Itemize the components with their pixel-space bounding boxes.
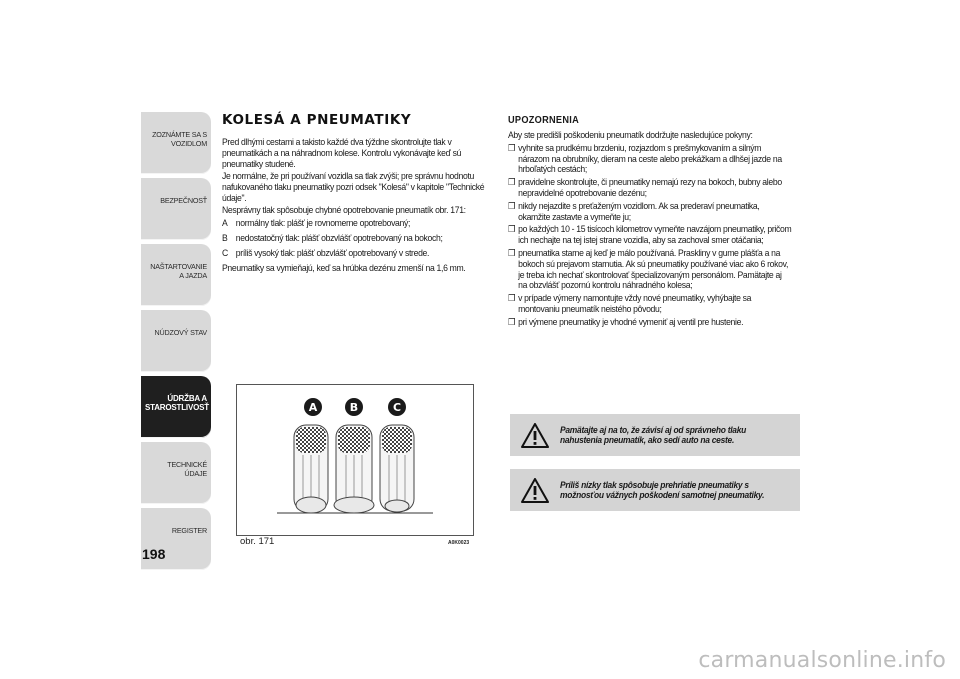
list-item [508,248,791,291]
figure-caption: obr. 171 [240,536,275,547]
bullet-text: pneumatika starne aj keď je málo používaná. Praskliny v gume plášťa a na bokoch sú prejavom starnutia. Ak sú pneumatiky používané viac ako 6 rokov, je treba ich nechať skontrolovať špecializovaným personálom. Pamätajte aj na obzvlášť pozornú kontrolu náhradného kolesa; [518,246,789,291]
watermark: carmanualsonline.info [698,648,946,673]
list-item [508,293,791,315]
list-item [222,247,492,258]
list-letter: A [222,217,228,228]
list-item [508,317,791,328]
bullet-text: pri výmene pneumatiky je vhodné vymeniť aj ventil pre hustenie. [518,315,744,327]
label-c-badge [388,398,406,416]
checkbox-bullet-icon: ❒ [508,247,516,258]
bullet-text: vyhnite sa prudkému brzdeniu, rozjazdom s prešmykovaním a silným nárazom na obrubníky, dieram na ceste alebo prekážkam a dlhšej jazde na hrboľatých cestách; [518,141,782,175]
warnings-intro: Aby ste predišli poškodeniu pneumatík dodržujte nasledujúce pokyny: [508,129,753,140]
warnings-body [508,130,791,328]
paragraph: Je normálne, že pri používaní vozidla sa tlak zvýši; pre správnu hodnotu nafukovaného tlaku pneumatiky pozri odsek "Kolesá" v kapitole "Technické údaje". [222,170,485,203]
tab-bezpecnost[interactable]: BEZPEČNOSŤ [141,178,211,240]
list-letter: B [222,232,228,243]
checkbox-bullet-icon: ❒ [508,177,516,188]
left-body [222,136,492,273]
page-number: 198 [142,546,166,562]
warnings-heading: UPOZORNENIA [508,115,580,126]
tab-technicke-udaje[interactable]: TECHNICKÉ ÚDAJE [141,442,211,504]
list-item [222,232,492,243]
checkbox-bullet-icon: ❒ [508,316,516,327]
list-item [222,217,492,228]
warning-triangle-icon [510,423,560,448]
list-item [508,143,791,175]
section-title: KOLESÁ A PNEUMATIKY [222,112,412,128]
label-c: C [392,401,402,414]
warning-notice-1 [510,414,800,456]
bullet-text: pravidelne skontrolujte, či pneumatiky nemajú rezy na bokoch, bubny alebo nepravidelné opotrebovanie dezénu; [518,176,782,198]
paragraph: Nesprávny tlak spôsobuje chybné opotrebovanie pneumatík obr. 171: [222,204,466,215]
paragraph: Pneumatiky sa vymieňajú, keď sa hrúbka dezénu zmenší na 1,6 mm. [222,262,466,273]
figure-code: A0K0023 [448,540,470,546]
tab-nastartovanie[interactable]: NAŠTARTOVANIE A JAZDA [141,244,211,306]
tab-zoznamte-sa[interactable]: ZOZNÁMTE SA S VOZIDLOM [141,112,211,174]
tire-a [294,425,328,513]
tire-wear-figure [236,384,474,536]
checkbox-bullet-icon: ❒ [508,224,516,235]
list-item [508,177,791,199]
right-column [508,115,798,328]
checkbox-bullet-icon: ❒ [508,293,516,304]
warning-triangle-icon [510,478,560,503]
warning-notice-2 [510,469,800,511]
list-letter: C [222,247,228,258]
paragraph: Pred dlhými cestami a takisto každé dva týždne skontrolujte tlak v pneumatikách a na náhradnom kolese. Kontrolu vykonávajte keď sú pneumatiky studené. [222,136,462,169]
bullet-text: nikdy nejazdite s preťaženým vozidlom. Ak sa prederaví pneumatika, okamžite zastavte a vymeňte ju; [518,199,760,222]
bullet-text: po každých 10 - 15 tisícoch kilometrov vymeňte navzájom pneumatiky, pričom ich nechajte na tej istej strane vozidla, aby sa zachoval smer otáčania; [518,223,792,246]
tab-udrzba[interactable]: ÚDRŽBA A STAROSTLIVOSŤ [141,376,211,438]
tab-nudzovy-stav[interactable]: NÚDZOVÝ STAV [141,310,211,372]
checkbox-bullet-icon: ❒ [508,142,516,153]
label-b-badge [345,398,363,416]
checkbox-bullet-icon: ❒ [508,200,516,211]
list-text: nedostatočný tlak: plášť obzvlášť opotrebovaný na bokoch; [235,232,443,243]
list-text: normálny tlak: plášť je rovnomerne opotrebovaný; [235,217,411,228]
tire-c [380,425,414,512]
label-a: A [308,401,318,414]
list-text: príliš vysoký tlak: plášť obzvlášť opotrebovaný v strede. [235,247,430,258]
label-b: B [349,401,359,414]
tire-illustration [237,385,473,535]
tab-register[interactable]: REGISTER [141,508,211,570]
list-item [508,201,791,223]
list-item [508,224,791,246]
tire-b [334,425,374,513]
notice-text: Príliš nízky tlak spôsobuje prehriatie pneumatiky s možnosťou vážnych poškodení samotnej pneumatiky. [559,479,765,500]
left-column [222,112,492,274]
notice-text: Pamätajte aj na to, že závisí aj od správneho tlaku nahustenia pneumatík, ako sedí auto na ceste. [559,424,746,445]
label-a-badge [304,398,322,416]
bullet-text: v prípade výmeny namontujte vždy nové pneumatiky, vyhýbajte sa montovaniu pneumatík neistého pôvodu; [518,292,752,314]
